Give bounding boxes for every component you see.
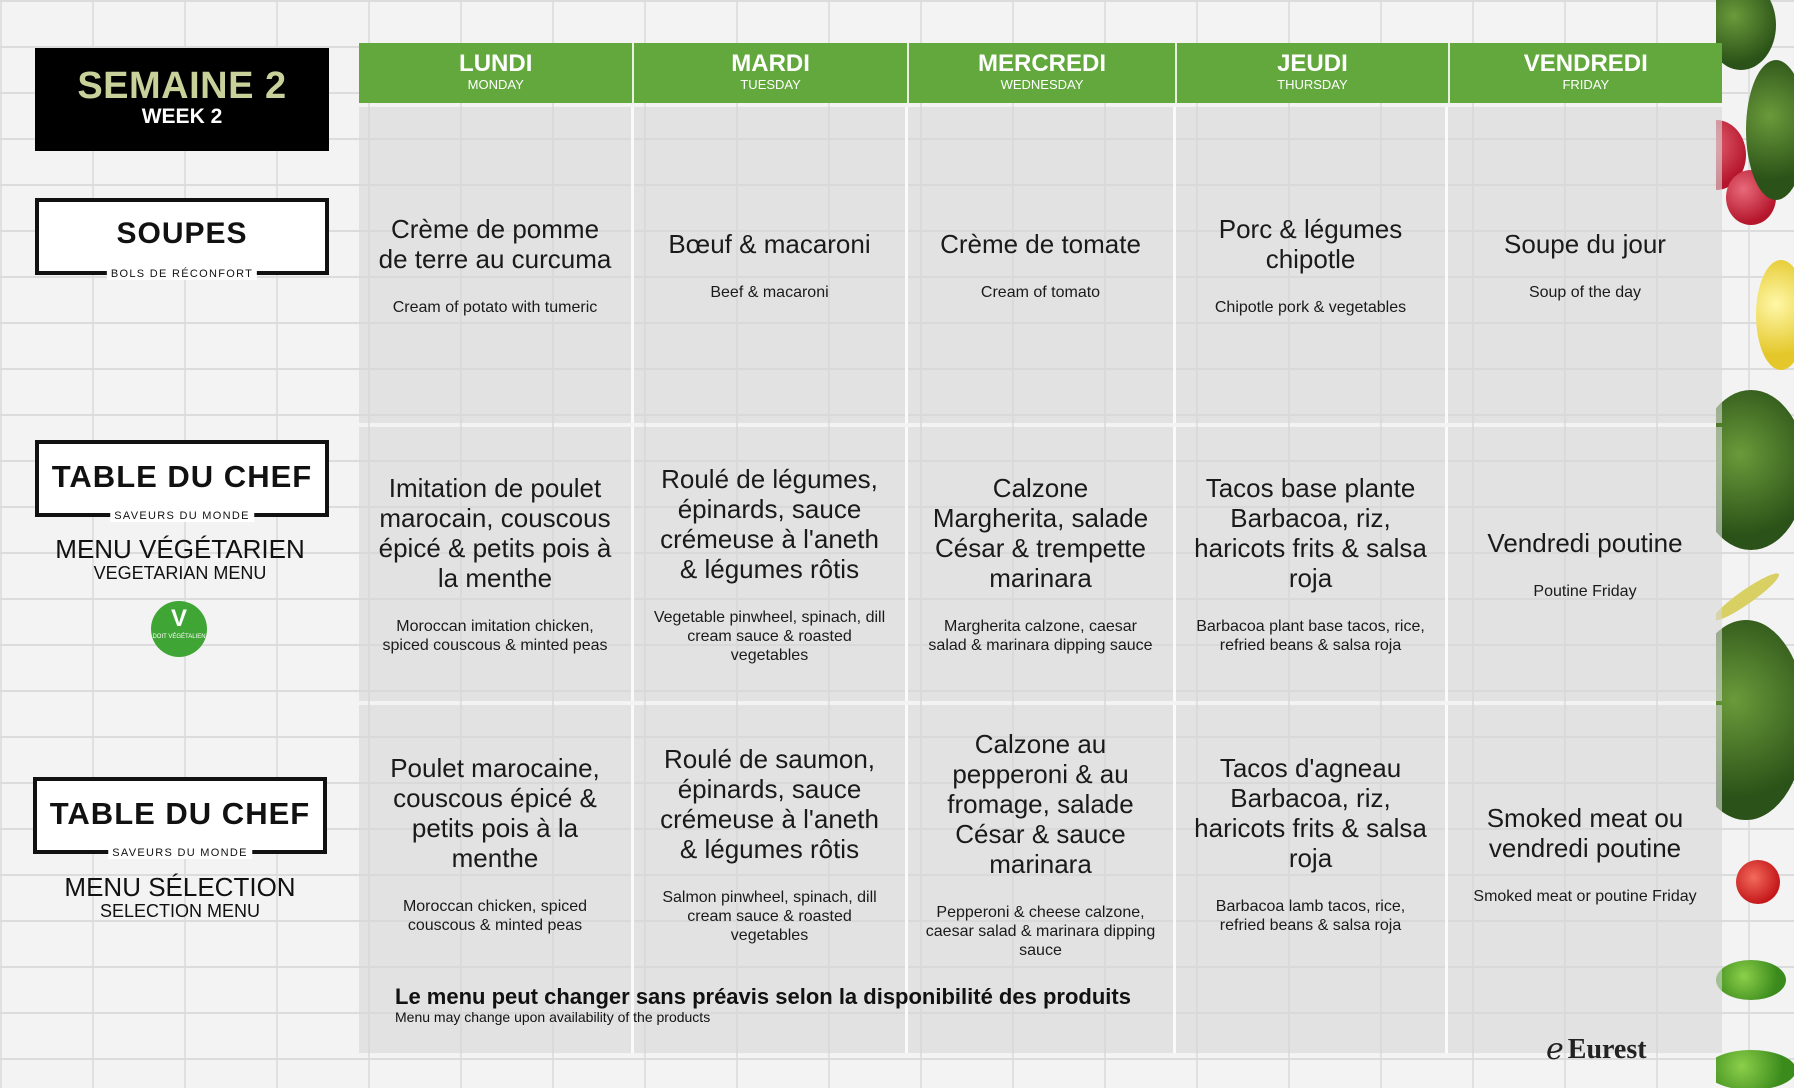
- dish-name-en: Beef & macaroni: [710, 283, 829, 301]
- menu-cell: [1176, 427, 1448, 701]
- eurest-logo-icon: ℯ: [1546, 1032, 1564, 1067]
- availability-note-fr: Le menu peut changer sans préavis selon la disponibilité des produits: [395, 984, 1131, 1009]
- vegetarian-badge-subtitle: SAVEURS DU MONDE: [110, 510, 254, 522]
- availability-note-en: Menu may change upon availability of the products: [395, 1009, 711, 1025]
- dish-name-fr: Smoked meat ou vendredi poutine: [1486, 802, 1684, 863]
- vegetarian-badge: [35, 440, 329, 522]
- day-header-wednesday: [909, 43, 1177, 103]
- dish-name-en: Moroccan chicken, spiced couscous & minted peas: [402, 898, 588, 934]
- selection-badge: [33, 777, 327, 859]
- vegan-leaf-icon: V DOIT VÉGÉTALIEN: [151, 601, 207, 657]
- soupes-badge: [35, 198, 329, 280]
- eurest-logo: [1546, 1034, 1647, 1066]
- dish-name-fr: Roulé de légumes, épinards, sauce crémeuse à l'aneth & légumes rôtis: [660, 463, 879, 584]
- vegan-badge-text: DOIT VÉGÉTALIEN: [152, 634, 206, 640]
- dish-name-en: Cream of potato with tumeric: [392, 298, 598, 316]
- day-name-fr: VENDREDI: [1523, 50, 1648, 77]
- menu-cell: [1448, 427, 1722, 701]
- menu-cell: [1176, 107, 1448, 423]
- day-name-fr: JEUDI: [1277, 50, 1348, 77]
- availability-note: [395, 985, 1131, 1025]
- day-header-tuesday: [634, 43, 908, 103]
- menu-cell: [908, 427, 1176, 701]
- vegetarian-menu-label: [35, 535, 325, 583]
- dish-name-fr: Vendredi poutine: [1487, 527, 1683, 558]
- soupes-title: SOUPES: [116, 217, 248, 250]
- days-header: [359, 43, 1722, 103]
- dish-name-fr: Bœuf & macaroni: [668, 228, 871, 259]
- menu-cell: [1176, 705, 1448, 1053]
- day-header-friday: [1450, 43, 1722, 103]
- menu-cell: [359, 427, 634, 701]
- dish-name-fr: Tacos d'agneau Barbacoa, riz, haricots frits & salsa roja: [1194, 753, 1427, 873]
- menu-cell: [634, 427, 908, 701]
- dish-name-fr: Porc & légumes chipotle: [1218, 213, 1403, 274]
- dish-name-en: Poutine Friday: [1533, 582, 1637, 600]
- dish-name-fr: Imitation de poulet marocain, couscous épicé & petits pois à la menthe: [378, 473, 612, 593]
- week-title-fr: SEMAINE 2: [77, 65, 287, 107]
- dish-name-en: Cream of tomato: [980, 283, 1101, 301]
- dish-name-fr: Crème de tomate: [940, 228, 1141, 259]
- dish-name-fr: Crème de pomme de terre au curcuma: [378, 213, 612, 274]
- selection-badge-subtitle: SAVEURS DU MONDE: [108, 847, 252, 859]
- menu-cell: [1448, 705, 1722, 1053]
- dish-name-en: Barbacoa lamb tacos, rice, refried beans & salsa roja: [1215, 898, 1406, 934]
- day-name-en: FRIDAY: [1562, 77, 1610, 92]
- dish-name-en: Chipotle pork & vegetables: [1214, 298, 1407, 316]
- day-header-thursday: [1177, 43, 1449, 103]
- dish-name-en: Pepperoni & cheese calzone, caesar salad & marinara dipping sauce: [925, 903, 1156, 959]
- dish-name-en: Salmon pinwheel, spinach, dill cream sauce & roasted vegetables: [662, 888, 877, 944]
- dish-name-en: Smoked meat or poutine Friday: [1473, 887, 1697, 905]
- vegetable-decoration: [1716, 0, 1794, 1088]
- day-name-fr: MARDI: [731, 50, 810, 77]
- dish-name-en: Soup of the day: [1528, 283, 1642, 301]
- soupes-subtitle: BOLS DE RÉCONFORT: [107, 268, 257, 280]
- dish-name-fr: Roulé de saumon, épinards, sauce crémeuse à l'aneth & légumes rôtis: [660, 743, 879, 864]
- brand-name: Eurest: [1567, 1034, 1647, 1065]
- day-name-en: THURSDAY: [1277, 77, 1348, 92]
- day-header-monday: [359, 43, 634, 103]
- dish-name-en: Vegetable pinwheel, spinach, dill cream sauce & roasted vegetables: [653, 608, 886, 664]
- dish-name-fr: Soupe du jour: [1504, 228, 1666, 259]
- dish-name-en: Moroccan imitation chicken, spiced couscous & minted peas: [382, 618, 608, 654]
- dish-name-en: Barbacoa plant base tacos, rice, refried beans & salsa roja: [1196, 618, 1425, 654]
- dish-name-en: Margherita calzone, caesar salad & marinara dipping sauce: [928, 618, 1153, 654]
- menu-cell: [1448, 107, 1722, 423]
- vegetarian-badge-title: TABLE DU CHEF: [51, 459, 313, 494]
- week-title-en: WEEK 2: [141, 105, 223, 128]
- day-name-en: MONDAY: [467, 77, 524, 92]
- menu-cell: [359, 107, 634, 423]
- vegetarian-menu-en: VEGETARIAN MENU: [93, 563, 267, 583]
- selection-badge-title: TABLE DU CHEF: [49, 796, 311, 831]
- dish-name-fr: Calzone Margherita, salade César & trempette marinara: [932, 473, 1149, 593]
- day-name-fr: LUNDI: [459, 50, 533, 77]
- day-name-en: WEDNESDAY: [1000, 77, 1084, 92]
- menu-cell: [908, 107, 1176, 423]
- selection-menu-label: [35, 873, 325, 921]
- vegetarian-menu-fr: MENU VÉGÉTARIEN: [55, 534, 305, 564]
- week-title-box: [35, 48, 329, 151]
- menu-grid: [359, 43, 1722, 1013]
- vegetarian-row: [359, 427, 1722, 701]
- day-name-en: TUESDAY: [740, 77, 801, 92]
- selection-menu-en: SELECTION MENU: [99, 901, 261, 921]
- menu-cell: [634, 107, 908, 423]
- soupes-row: [359, 107, 1722, 423]
- day-name-fr: MERCREDI: [977, 50, 1106, 77]
- selection-menu-fr: MENU SÉLECTION: [64, 872, 296, 902]
- dish-name-fr: Calzone au pepperoni & au fromage, salade César & sauce marinara: [947, 728, 1134, 879]
- dish-name-fr: Poulet marocaine, couscous épicé & petits pois à la menthe: [390, 753, 600, 873]
- dish-name-fr: Tacos base plante Barbacoa, riz, haricots frits & salsa roja: [1194, 473, 1427, 593]
